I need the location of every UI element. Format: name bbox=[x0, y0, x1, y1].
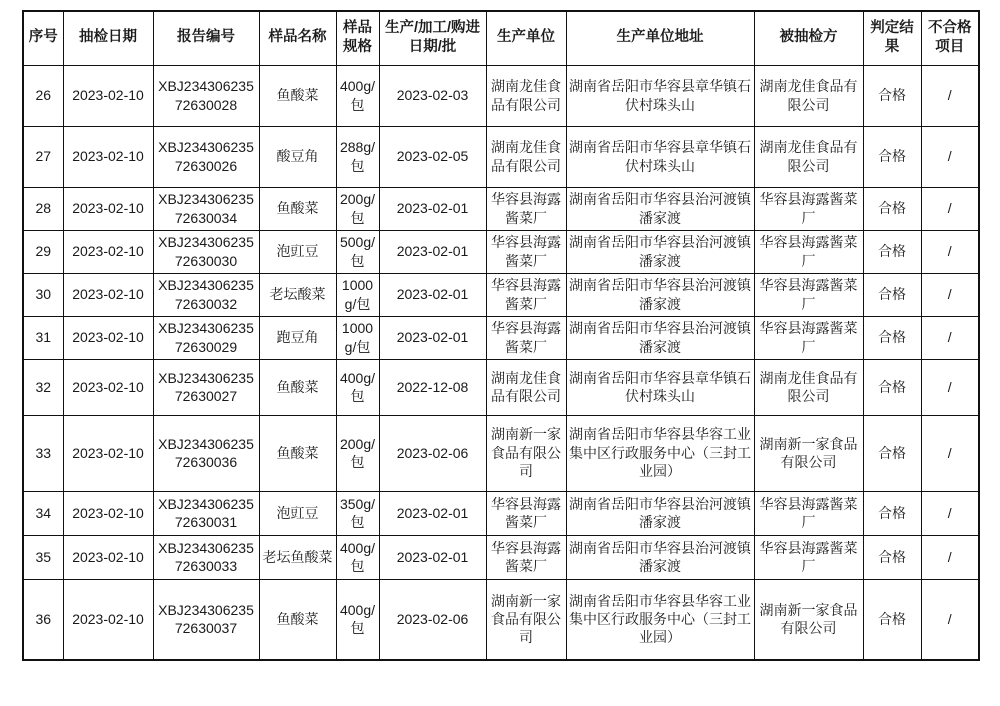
table-row bbox=[23, 415, 979, 491]
cell-prod_date: 2022-12-08 bbox=[379, 359, 486, 415]
cell-spec: 400g/包 bbox=[336, 535, 379, 579]
cell-sampled_party: 华容县海露酱菜厂 bbox=[754, 187, 863, 230]
cell-producer: 华容县海露酱菜厂 bbox=[486, 273, 566, 316]
cell-nonconforming: / bbox=[921, 316, 979, 359]
cell-spec: 500g/包 bbox=[336, 230, 379, 273]
cell-result: 合格 bbox=[863, 579, 921, 660]
cell-report_no: XBJ23430623572630032 bbox=[153, 273, 259, 316]
cell-no: 33 bbox=[23, 415, 63, 491]
cell-sampled_party: 湖南新一家食品有限公司 bbox=[754, 415, 863, 491]
cell-result: 合格 bbox=[863, 359, 921, 415]
table-row bbox=[23, 273, 979, 316]
cell-name: 鱼酸菜 bbox=[259, 65, 336, 126]
header-cell-sampled_party: 被抽检方 bbox=[754, 11, 863, 65]
cell-date: 2023-02-10 bbox=[63, 415, 153, 491]
cell-report_no: XBJ23430623572630036 bbox=[153, 415, 259, 491]
cell-spec: 200g/包 bbox=[336, 415, 379, 491]
cell-report_no: XBJ23430623572630027 bbox=[153, 359, 259, 415]
cell-report_no: XBJ23430623572630037 bbox=[153, 579, 259, 660]
cell-producer: 湖南新一家食品有限公司 bbox=[486, 415, 566, 491]
cell-nonconforming: / bbox=[921, 359, 979, 415]
cell-spec: 1000g/包 bbox=[336, 316, 379, 359]
cell-result: 合格 bbox=[863, 65, 921, 126]
cell-no: 34 bbox=[23, 491, 63, 535]
cell-nonconforming: / bbox=[921, 415, 979, 491]
cell-date: 2023-02-10 bbox=[63, 579, 153, 660]
cell-producer: 湖南新一家食品有限公司 bbox=[486, 579, 566, 660]
cell-nonconforming: / bbox=[921, 491, 979, 535]
cell-prod_date: 2023-02-01 bbox=[379, 273, 486, 316]
cell-producer_address: 湖南省岳阳市华容县章华镇石伏村珠头山 bbox=[566, 359, 754, 415]
cell-name: 鱼酸菜 bbox=[259, 579, 336, 660]
cell-producer: 华容县海露酱菜厂 bbox=[486, 187, 566, 230]
cell-name: 老坛酸菜 bbox=[259, 273, 336, 316]
cell-no: 28 bbox=[23, 187, 63, 230]
cell-date: 2023-02-10 bbox=[63, 535, 153, 579]
table-body bbox=[23, 65, 979, 660]
cell-no: 36 bbox=[23, 579, 63, 660]
cell-producer_address: 湖南省岳阳市华容县华容工业集中区行政服务中心（三封工业园） bbox=[566, 415, 754, 491]
table-row bbox=[23, 230, 979, 273]
cell-producer_address: 湖南省岳阳市华容县治河渡镇潘家渡 bbox=[566, 230, 754, 273]
cell-producer_address: 湖南省岳阳市华容县治河渡镇潘家渡 bbox=[566, 491, 754, 535]
cell-date: 2023-02-10 bbox=[63, 273, 153, 316]
cell-name: 泡豇豆 bbox=[259, 491, 336, 535]
cell-no: 26 bbox=[23, 65, 63, 126]
cell-no: 31 bbox=[23, 316, 63, 359]
cell-producer_address: 湖南省岳阳市华容县章华镇石伏村珠头山 bbox=[566, 65, 754, 126]
cell-prod_date: 2023-02-05 bbox=[379, 126, 486, 187]
cell-nonconforming: / bbox=[921, 126, 979, 187]
header-cell-nonconforming: 不合格项目 bbox=[921, 11, 979, 65]
cell-nonconforming: / bbox=[921, 187, 979, 230]
cell-report_no: XBJ23430623572630031 bbox=[153, 491, 259, 535]
cell-date: 2023-02-10 bbox=[63, 491, 153, 535]
cell-name: 鱼酸菜 bbox=[259, 359, 336, 415]
cell-nonconforming: / bbox=[921, 579, 979, 660]
cell-spec: 200g/包 bbox=[336, 187, 379, 230]
cell-report_no: XBJ23430623572630026 bbox=[153, 126, 259, 187]
header-cell-name: 样品名称 bbox=[259, 11, 336, 65]
cell-name: 鱼酸菜 bbox=[259, 415, 336, 491]
cell-producer: 华容县海露酱菜厂 bbox=[486, 316, 566, 359]
cell-sampled_party: 华容县海露酱菜厂 bbox=[754, 491, 863, 535]
cell-date: 2023-02-10 bbox=[63, 65, 153, 126]
table-header bbox=[23, 11, 979, 65]
cell-spec: 1000g/包 bbox=[336, 273, 379, 316]
cell-producer_address: 湖南省岳阳市华容县治河渡镇潘家渡 bbox=[566, 273, 754, 316]
cell-producer: 华容县海露酱菜厂 bbox=[486, 230, 566, 273]
cell-date: 2023-02-10 bbox=[63, 126, 153, 187]
cell-nonconforming: / bbox=[921, 230, 979, 273]
cell-report_no: XBJ23430623572630028 bbox=[153, 65, 259, 126]
cell-sampled_party: 湖南新一家食品有限公司 bbox=[754, 579, 863, 660]
cell-result: 合格 bbox=[863, 273, 921, 316]
header-cell-prod_date: 生产/加工/购进日期/批 bbox=[379, 11, 486, 65]
cell-name: 鱼酸菜 bbox=[259, 187, 336, 230]
cell-name: 跑豆角 bbox=[259, 316, 336, 359]
cell-prod_date: 2023-02-01 bbox=[379, 230, 486, 273]
cell-sampled_party: 华容县海露酱菜厂 bbox=[754, 535, 863, 579]
cell-producer_address: 湖南省岳阳市华容县章华镇石伏村珠头山 bbox=[566, 126, 754, 187]
header-cell-spec: 样品规格 bbox=[336, 11, 379, 65]
cell-date: 2023-02-10 bbox=[63, 230, 153, 273]
cell-prod_date: 2023-02-01 bbox=[379, 491, 486, 535]
cell-name: 老坛鱼酸菜 bbox=[259, 535, 336, 579]
cell-result: 合格 bbox=[863, 415, 921, 491]
header-cell-no: 序号 bbox=[23, 11, 63, 65]
cell-prod_date: 2023-02-01 bbox=[379, 535, 486, 579]
cell-producer: 华容县海露酱菜厂 bbox=[486, 535, 566, 579]
cell-report_no: XBJ23430623572630029 bbox=[153, 316, 259, 359]
cell-sampled_party: 湖南龙佳食品有限公司 bbox=[754, 65, 863, 126]
table-row bbox=[23, 65, 979, 126]
cell-result: 合格 bbox=[863, 126, 921, 187]
cell-result: 合格 bbox=[863, 491, 921, 535]
cell-spec: 288g/包 bbox=[336, 126, 379, 187]
cell-no: 27 bbox=[23, 126, 63, 187]
cell-spec: 400g/包 bbox=[336, 65, 379, 126]
cell-producer: 湖南龙佳食品有限公司 bbox=[486, 126, 566, 187]
cell-prod_date: 2023-02-06 bbox=[379, 415, 486, 491]
cell-nonconforming: / bbox=[921, 273, 979, 316]
cell-date: 2023-02-10 bbox=[63, 316, 153, 359]
cell-no: 30 bbox=[23, 273, 63, 316]
inspection-results-table bbox=[22, 10, 980, 661]
cell-spec: 400g/包 bbox=[336, 579, 379, 660]
cell-result: 合格 bbox=[863, 187, 921, 230]
cell-report_no: XBJ23430623572630034 bbox=[153, 187, 259, 230]
cell-spec: 350g/包 bbox=[336, 491, 379, 535]
cell-no: 35 bbox=[23, 535, 63, 579]
cell-producer: 湖南龙佳食品有限公司 bbox=[486, 359, 566, 415]
cell-sampled_party: 华容县海露酱菜厂 bbox=[754, 316, 863, 359]
cell-name: 酸豆角 bbox=[259, 126, 336, 187]
cell-nonconforming: / bbox=[921, 535, 979, 579]
cell-producer_address: 湖南省岳阳市华容县华容工业集中区行政服务中心（三封工业园） bbox=[566, 579, 754, 660]
cell-producer: 湖南龙佳食品有限公司 bbox=[486, 65, 566, 126]
cell-report_no: XBJ23430623572630033 bbox=[153, 535, 259, 579]
cell-date: 2023-02-10 bbox=[63, 359, 153, 415]
cell-prod_date: 2023-02-03 bbox=[379, 65, 486, 126]
cell-nonconforming: / bbox=[921, 65, 979, 126]
header-cell-producer_address: 生产单位地址 bbox=[566, 11, 754, 65]
cell-report_no: XBJ23430623572630030 bbox=[153, 230, 259, 273]
cell-date: 2023-02-10 bbox=[63, 187, 153, 230]
header-cell-report_no: 报告编号 bbox=[153, 11, 259, 65]
cell-producer_address: 湖南省岳阳市华容县治河渡镇潘家渡 bbox=[566, 316, 754, 359]
header-row bbox=[23, 11, 979, 65]
cell-result: 合格 bbox=[863, 535, 921, 579]
cell-sampled_party: 湖南龙佳食品有限公司 bbox=[754, 359, 863, 415]
table-row bbox=[23, 126, 979, 187]
header-cell-result: 判定结果 bbox=[863, 11, 921, 65]
cell-producer_address: 湖南省岳阳市华容县治河渡镇潘家渡 bbox=[566, 187, 754, 230]
cell-sampled_party: 华容县海露酱菜厂 bbox=[754, 273, 863, 316]
header-cell-producer: 生产单位 bbox=[486, 11, 566, 65]
cell-no: 32 bbox=[23, 359, 63, 415]
cell-spec: 400g/包 bbox=[336, 359, 379, 415]
cell-sampled_party: 华容县海露酱菜厂 bbox=[754, 230, 863, 273]
header-cell-date: 抽检日期 bbox=[63, 11, 153, 65]
cell-sampled_party: 湖南龙佳食品有限公司 bbox=[754, 126, 863, 187]
table-row bbox=[23, 579, 979, 660]
table-row bbox=[23, 316, 979, 359]
table-row bbox=[23, 535, 979, 579]
cell-name: 泡豇豆 bbox=[259, 230, 336, 273]
cell-producer: 华容县海露酱菜厂 bbox=[486, 491, 566, 535]
table-row bbox=[23, 491, 979, 535]
cell-no: 29 bbox=[23, 230, 63, 273]
cell-prod_date: 2023-02-01 bbox=[379, 187, 486, 230]
cell-prod_date: 2023-02-01 bbox=[379, 316, 486, 359]
table-row bbox=[23, 187, 979, 230]
cell-producer_address: 湖南省岳阳市华容县治河渡镇潘家渡 bbox=[566, 535, 754, 579]
table-row bbox=[23, 359, 979, 415]
cell-result: 合格 bbox=[863, 316, 921, 359]
cell-result: 合格 bbox=[863, 230, 921, 273]
cell-prod_date: 2023-02-06 bbox=[379, 579, 486, 660]
